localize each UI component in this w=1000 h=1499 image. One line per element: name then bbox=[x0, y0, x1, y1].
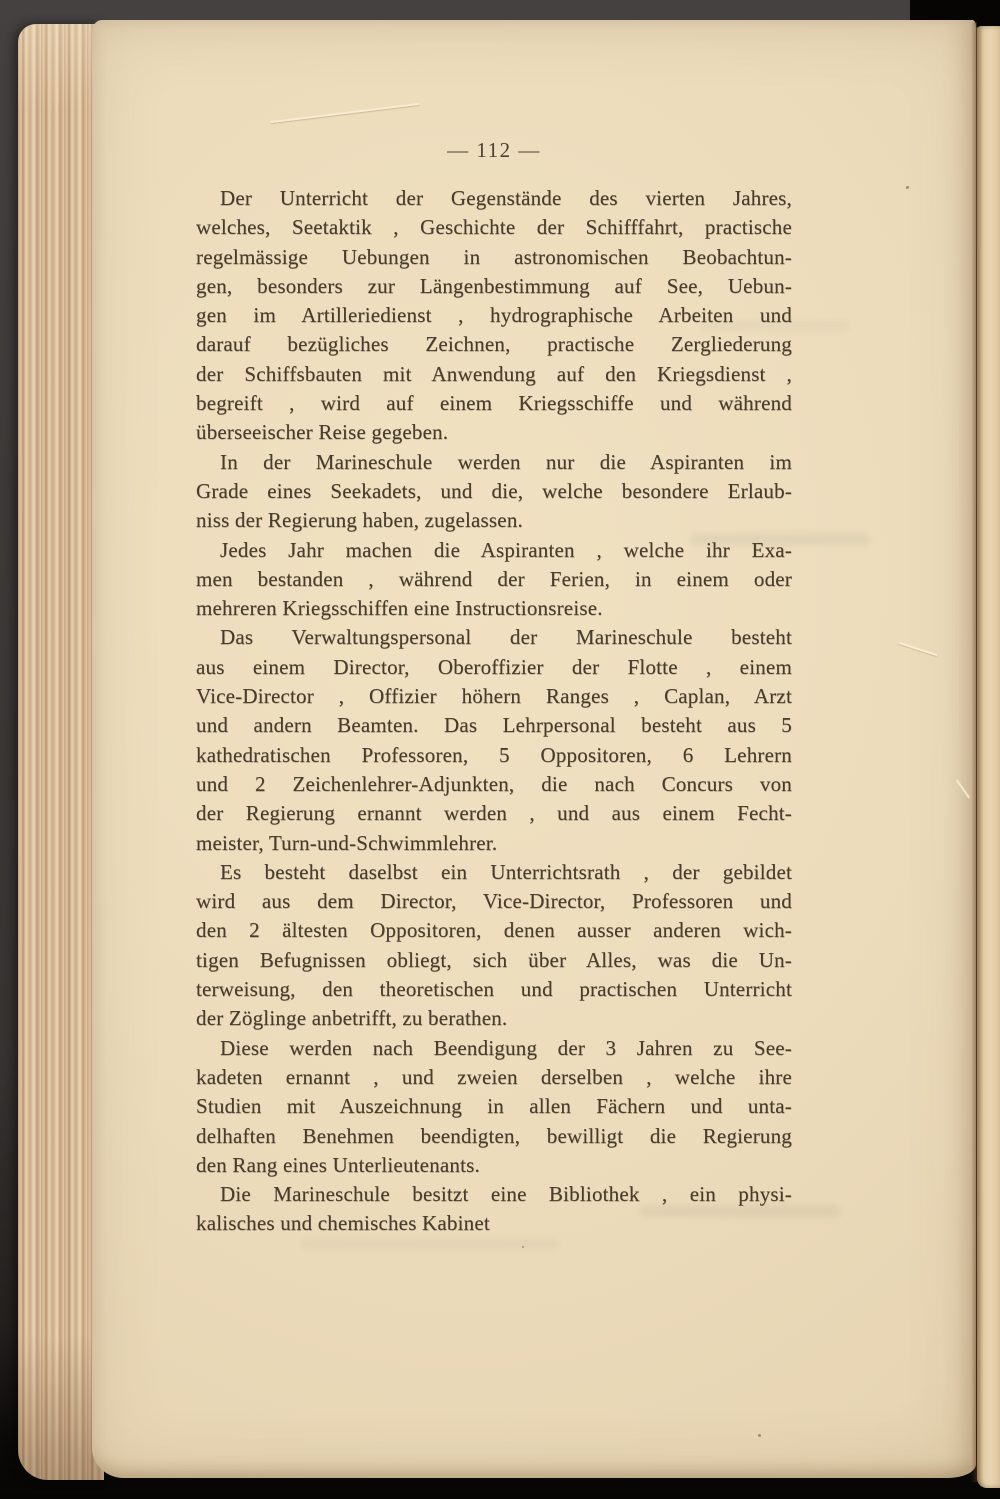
text-line: welches, Seetaktik , Geschichte der Schifffahrt, practische bbox=[196, 215, 792, 240]
text-line: men bestanden , während der Ferien, in einem oder bbox=[196, 566, 792, 591]
text-line: regelmässige Uebungen in astronomischen Beobachtun- bbox=[196, 244, 792, 269]
text-line: gen im Artilleriedienst , hydrographische Arbeiten und bbox=[196, 303, 792, 328]
text-line: darauf bezügliches Zeichnen, practische Zergliederung bbox=[196, 332, 792, 357]
text-line: wird aus dem Director, Vice-Director, Professoren und bbox=[196, 889, 792, 914]
text-line: tigen Befugnissen obliegt, sich über Alles, was die Un- bbox=[196, 947, 792, 972]
text-line: kadeten ernannt , und zweien derselben , welche ihre bbox=[196, 1064, 792, 1089]
text-line: Es besteht daselbst ein Unterrichtsrath , der gebildet bbox=[220, 859, 792, 884]
text-line: Das Verwaltungspersonal der Marineschule besteht bbox=[220, 625, 792, 650]
text-line: delhaften Benehmen beendigten, bewilligt die Regierung bbox=[196, 1123, 792, 1148]
page-number: — 112 — bbox=[447, 138, 541, 162]
text-line: Der Unterricht der Gegenstände des vierten Jahres, bbox=[220, 186, 792, 210]
text-line: terweisung, den theoretischen und practischen Unterricht bbox=[196, 977, 792, 1002]
text-line: den 2 ältesten Oppositoren, denen ausser anderen wich- bbox=[196, 918, 792, 943]
text-line: Grade eines Seekadets, und die, welche besondere Erlaub- bbox=[196, 478, 792, 503]
text-line: und andern Beamten. Das Lehrpersonal besteht aus 5 bbox=[196, 713, 792, 738]
paragraph bbox=[196, 184, 792, 448]
paper-speck bbox=[758, 1434, 761, 1437]
text-line: Die Marineschule besitzt eine Bibliothek , ein physi- bbox=[220, 1182, 792, 1207]
paper-speck bbox=[906, 186, 909, 189]
paragraph bbox=[196, 623, 792, 857]
text-line: kalisches und chemisches Kabinet bbox=[196, 1211, 490, 1236]
paragraph bbox=[196, 536, 792, 624]
text-line: Jedes Jahr machen die Aspiranten , welche ihr Exa- bbox=[220, 537, 792, 562]
text-line: den Rang eines Unterlieutenants. bbox=[196, 1152, 480, 1177]
paragraph bbox=[196, 1034, 792, 1180]
text-line: Studien mit Auszeichnung in allen Fächern und unta- bbox=[196, 1094, 792, 1119]
text-line: kathedratischen Professoren, 5 Oppositoren, 6 Lehrern bbox=[196, 742, 792, 767]
text-line: überseeischer Reise gegeben. bbox=[196, 420, 449, 445]
text-line: In der Marineschule werden nur die Aspiranten im bbox=[220, 449, 792, 474]
paragraph bbox=[196, 858, 792, 1034]
text-line: der Schiffsbauten mit Anwendung auf den Kriegsdienst , bbox=[196, 361, 792, 386]
text-line: mehreren Kriegsschiffen eine Instructionsreise. bbox=[196, 596, 603, 621]
next-page-edge bbox=[977, 26, 1000, 1488]
paragraph bbox=[196, 1180, 792, 1239]
text-line: der Zöglinge anbetrifft, zu berathen. bbox=[196, 1006, 508, 1031]
text-line: der Regierung ernannt werden , und aus einem Fecht- bbox=[196, 801, 792, 826]
body-text bbox=[196, 184, 792, 1239]
ink-showthrough bbox=[300, 1238, 560, 1250]
paragraph bbox=[196, 448, 792, 536]
text-line: niss der Regierung haben, zugelassen. bbox=[196, 508, 523, 533]
text-line: begreift , wird auf einem Kriegsschiffe und während bbox=[196, 391, 792, 416]
text-line: gen, besonders zur Längenbestimmung auf See, Uebun- bbox=[196, 273, 792, 298]
text-line: Diese werden nach Beendigung der 3 Jahren zu See- bbox=[220, 1035, 792, 1060]
text-line: meister, Turn-und-Schwimmlehrer. bbox=[196, 830, 498, 855]
text-line: aus einem Director, Oberoffizier der Flotte , einem bbox=[196, 654, 792, 679]
text-line: und 2 Zeichenlehrer-Adjunkten, die nach Concurs von bbox=[196, 771, 792, 796]
text-line: Vice-Director , Offizier höhern Ranges , Caplan, Arzt bbox=[196, 684, 792, 709]
